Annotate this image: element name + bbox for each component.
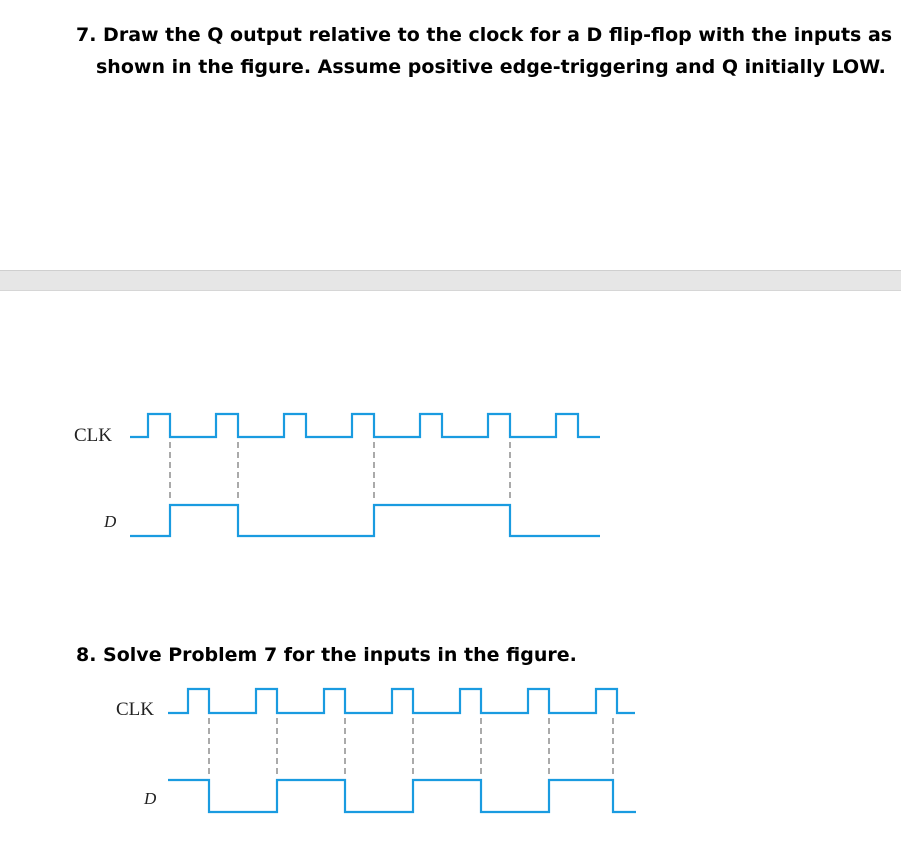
- fig7-clk-waveform: [130, 414, 600, 437]
- fig8-clk-waveform: [168, 689, 635, 713]
- fig7-d-label: D: [104, 512, 117, 531]
- fig8-clk-label: CLK: [116, 699, 154, 720]
- problem-8-text: 8. Solve Problem 7 for the inputs in the figure.: [76, 644, 577, 666]
- problem-7-text-line-2: shown in the figure. Assume positive edge-triggering and Q initially LOW.: [96, 56, 886, 78]
- fig7-clk-label: CLK: [74, 425, 112, 446]
- figure-problem-8: [116, 689, 636, 812]
- figure-problem-7: [74, 414, 600, 536]
- fig8-d-waveform: [168, 780, 636, 812]
- fig7-d-waveform: [130, 505, 600, 536]
- fig8-d-label: D: [144, 789, 157, 808]
- problem-7-text-line-1: 7. Draw the Q output relative to the clock for a D flip-flop with the inputs as: [76, 24, 893, 46]
